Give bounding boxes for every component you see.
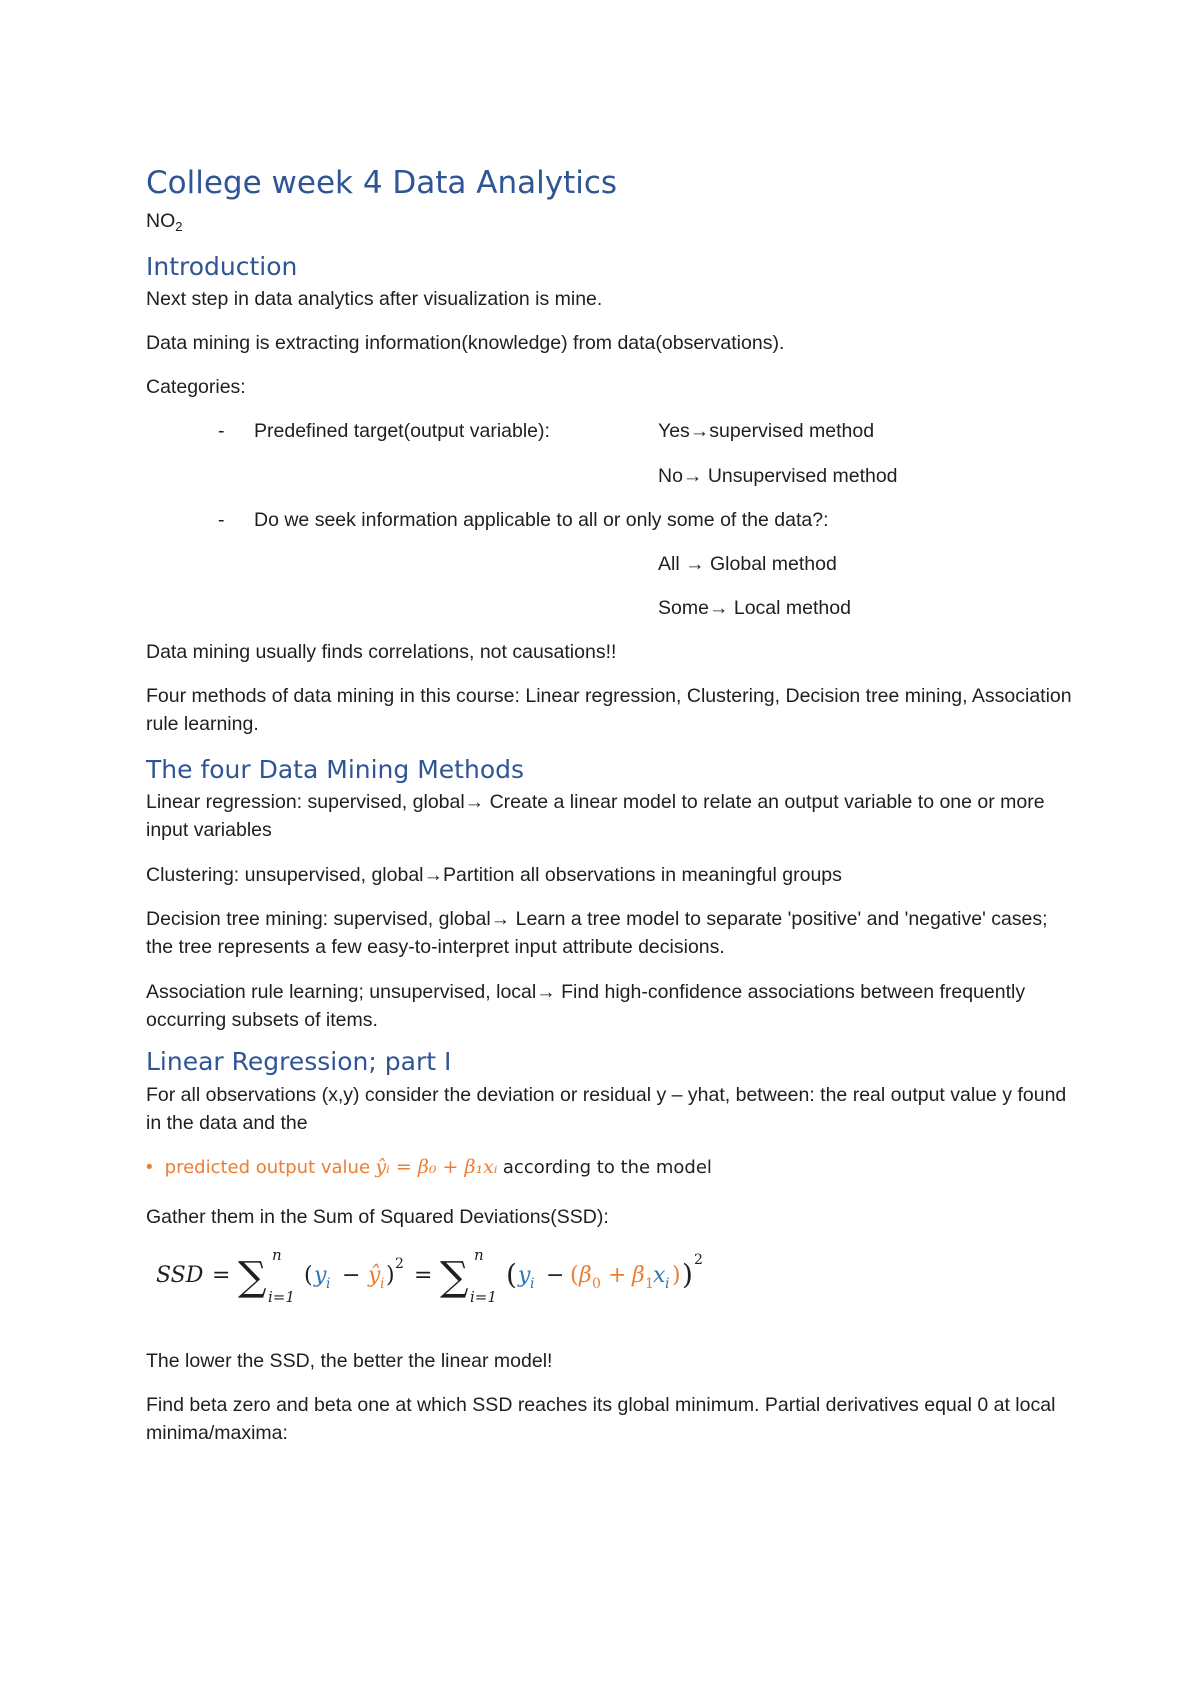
intro-paragraph-1: Next step in data analytics after visualization is mine. — [146, 288, 603, 310]
category-2-all: All → Global method — [658, 553, 837, 575]
term-beta-0-sub: 0 — [592, 1276, 601, 1292]
term-yhat: ŷ — [368, 1263, 381, 1288]
sum-symbol-1: ∑ — [238, 1254, 267, 1300]
paren-close-2: ) — [682, 1258, 693, 1291]
linreg-paragraph-1: For all observations (x,y) consider the deviation or residual y – yhat, between: the real output value y found in the data and the — [146, 1084, 1067, 1134]
predicted-value-bullet — [146, 1156, 712, 1179]
ssd-equals-1: = — [212, 1263, 231, 1288]
category-1-yes: Yes→supervised method — [658, 420, 875, 442]
term-y-2: y — [518, 1263, 531, 1288]
sum-symbol-2: ∑ — [440, 1254, 469, 1300]
category-2-some: Some→ Local method — [658, 597, 851, 619]
term-beta-1: β — [632, 1263, 645, 1288]
subtitle-main: NO — [146, 210, 176, 232]
intro-paragraph-5: Four methods of data mining in this course: Linear regression, Clustering, Decision tree mining, Association rule learning. — [146, 685, 1072, 735]
paren-open-3: ( — [570, 1263, 579, 1288]
plus: + — [608, 1263, 627, 1288]
bullet-formula: ŷᵢ = β₀ + β₁xᵢ — [375, 1156, 498, 1178]
term-beta-1-sub: 1 — [645, 1276, 654, 1292]
heading-four-methods: The four Data Mining Methods — [146, 755, 525, 784]
document-title: College week 4 Data Analytics — [146, 165, 618, 201]
category-1-label: Predefined target(output variable): — [254, 420, 550, 442]
linreg-paragraph-4: Find beta zero and beta one at which SSD reaches its global minimum. Partial derivatives equal 0 at local minima/maxima: — [146, 1394, 1056, 1444]
method-linear-regression: Linear regression: supervised, global→ Create a linear model to relate an output variable to one or more input variables — [146, 791, 1045, 841]
list-dash-1: - — [218, 420, 225, 442]
paren-open-1: ( — [304, 1263, 313, 1288]
linreg-paragraph-2: Gather them in the Sum of Squared Deviations(SSD): — [146, 1206, 609, 1228]
category-2-label: Do we seek information applicable to all or only some of the data?: — [254, 509, 829, 531]
method-clustering: Clustering: unsupervised, global→Partition all observations in meaningful groups — [146, 864, 842, 886]
square-1: 2 — [395, 1256, 404, 1272]
document-subtitle — [146, 207, 182, 241]
category-1-no: No→ Unsupervised method — [658, 465, 898, 487]
bullet-text-model: according to the model — [502, 1157, 712, 1178]
bullet-dot: • — [146, 1157, 153, 1178]
term-y-2-sub: i — [530, 1276, 535, 1292]
term-x-sub: i — [665, 1276, 670, 1292]
method-decision-tree: Decision tree mining: supervised, global→ Learn a tree model to separate 'positive' and 'negative' cases; the tree represents a few easy-to-interpret input attribute decisions. — [146, 908, 1048, 958]
ssd-formula — [156, 1238, 776, 1310]
bullet-text-predicted: predicted output value — [164, 1157, 371, 1178]
ssd-lhs: SSD — [156, 1263, 204, 1288]
minus-2: − — [546, 1263, 565, 1288]
term-y-1-sub: i — [326, 1276, 331, 1292]
sum-lower-2: i=1 — [470, 1288, 497, 1306]
sum-lower-1: i=1 — [268, 1288, 295, 1306]
heading-introduction: Introduction — [146, 252, 298, 281]
sum-upper-2: n — [474, 1246, 484, 1264]
subtitle-subscript: 2 — [175, 219, 183, 234]
term-yhat-sub: i — [380, 1276, 385, 1292]
ssd-equals-2: = — [414, 1263, 433, 1288]
intro-paragraph-4: Data mining usually finds correlations, not causations!! — [146, 641, 617, 663]
paren-close-3: ) — [672, 1263, 681, 1288]
sum-upper-1: n — [272, 1246, 282, 1264]
term-beta-0: β — [579, 1263, 592, 1288]
intro-paragraph-2: Data mining is extracting information(knowledge) from data(observations). — [146, 332, 785, 354]
intro-paragraph-3: Categories: — [146, 376, 246, 398]
heading-linear-regression: Linear Regression; part I — [146, 1047, 452, 1076]
minus-1: − — [342, 1263, 361, 1288]
term-x: x — [653, 1263, 666, 1288]
square-2: 2 — [694, 1252, 703, 1268]
linreg-paragraph-3: The lower the SSD, the better the linear model! — [146, 1350, 553, 1372]
list-dash-2: - — [218, 509, 225, 531]
term-y-1: y — [314, 1263, 327, 1288]
paren-open-2: ( — [506, 1258, 517, 1291]
method-association-rules: Association rule learning; unsupervised, local→ Find high-confidence associations between frequently occurring subsets of items. — [146, 981, 1026, 1031]
paren-close-1: ) — [386, 1263, 395, 1288]
